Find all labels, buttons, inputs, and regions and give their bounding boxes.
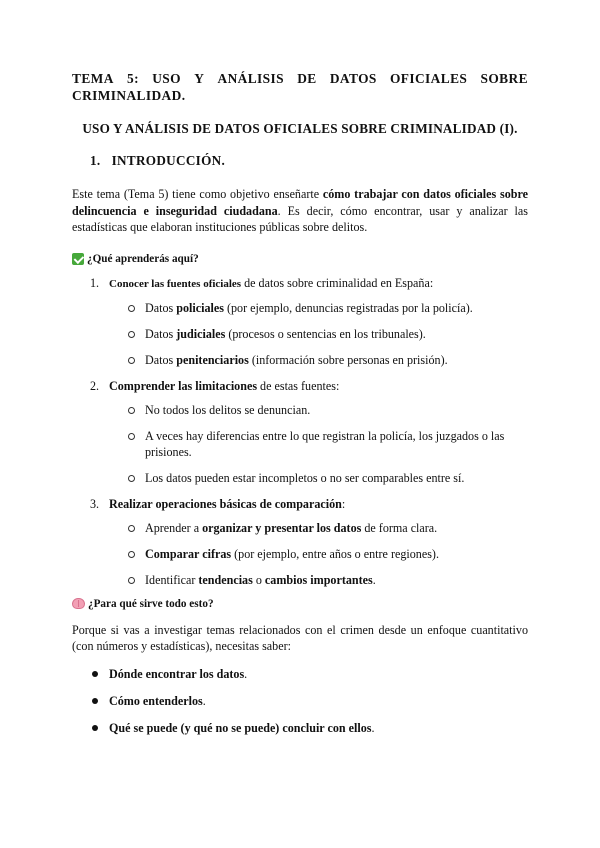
section-heading (90, 153, 528, 169)
purpose-paragraph: Porque si vas a investigar temas relacionados con el crimen desde un enfoque cuantitativo (con números y estadísticas), necesitas saber: (72, 622, 528, 653)
sub-list (109, 300, 528, 368)
sub-list-item: Identificar tendencias o cambios importantes. (109, 572, 528, 588)
learn-list (72, 275, 528, 588)
sub-list-item: No todos los delitos se denuncian. (109, 402, 528, 418)
list-item: 1. Conocer las fuentes oficiales de datos sobre criminalidad en España: Datos policiales (por ejemplo, denuncias registradas por la policía). Datos judiciales (procesos o sentencias en los tribunales). Datos penitenciarios (información sobre personas en prisión). (72, 275, 528, 368)
purpose-heading: ¿Para qué sirve todo esto? (72, 598, 528, 610)
intro-paragraph: Este tema (Tema 5) tiene como objetivo enseñarte cómo trabajar con datos oficiales sobre delincuencia e inseguridad ciudadana. Es decir, cómo encontrar, usar y analizar las estadísticas que elaboran instituciones públicas sobre delitos. (72, 187, 528, 234)
main-title (72, 70, 528, 104)
purpose-bullets (72, 666, 528, 736)
main-title-line-1: TEMA 5: USO Y ANÁLISIS DE DATOS OFICIALES SOBRE (72, 71, 528, 86)
sub-list (109, 520, 528, 588)
bullet-item: Qué se puede (y qué no se puede) concluir con ellos. (72, 720, 528, 736)
check-mark-icon (72, 253, 84, 265)
sub-list-item: Comparar cifras (por ejemplo, entre años o entre regiones). (109, 546, 528, 562)
brain-icon (72, 598, 85, 609)
subtitle: USO Y ANÁLISIS DE DATOS OFICIALES SOBRE CRIMINALIDAD (I). (82, 121, 518, 136)
sub-list-item: Los datos pueden estar incompletos o no ser comparables entre sí. (109, 470, 528, 486)
bullet-item: Cómo entenderlos. (72, 693, 528, 709)
sub-list (109, 402, 528, 486)
sub-list-item: A veces hay diferencias entre lo que registran la policía, los juzgados o las prisiones. (109, 428, 528, 460)
document-page (72, 70, 528, 747)
sub-list-item: Datos policiales (por ejemplo, denuncias registradas por la policía). (109, 300, 528, 316)
list-item: 3. Realizar operaciones básicas de comparación: Aprender a organizar y presentar los datos de forma clara. Comparar cifras (por ejemplo, entre años o entre regiones). Identificar tendencias o cambios importantes. (72, 496, 528, 588)
learn-heading: ¿Qué aprenderás aquí? (72, 253, 528, 265)
main-title-line-2: CRIMINALIDAD. (72, 88, 186, 103)
list-item: 2. Comprender las limitaciones de estas fuentes: No todos los delitos se denuncian. A veces hay diferencias entre lo que registran la policía, los juzgados o las prisiones. Los datos pueden estar incompletos o no ser comparables entre sí. (72, 378, 528, 486)
section-number: 1. (90, 153, 101, 168)
sub-list-item: Aprender a organizar y presentar los datos de forma clara. (109, 520, 528, 536)
section-title: INTRODUCCIÓN. (111, 153, 226, 168)
sub-list-item: Datos penitenciarios (información sobre personas en prisión). (109, 352, 528, 368)
bullet-item: Dónde encontrar los datos. (72, 666, 528, 682)
sub-list-item: Datos judiciales (procesos o sentencias en los tribunales). (109, 326, 528, 342)
